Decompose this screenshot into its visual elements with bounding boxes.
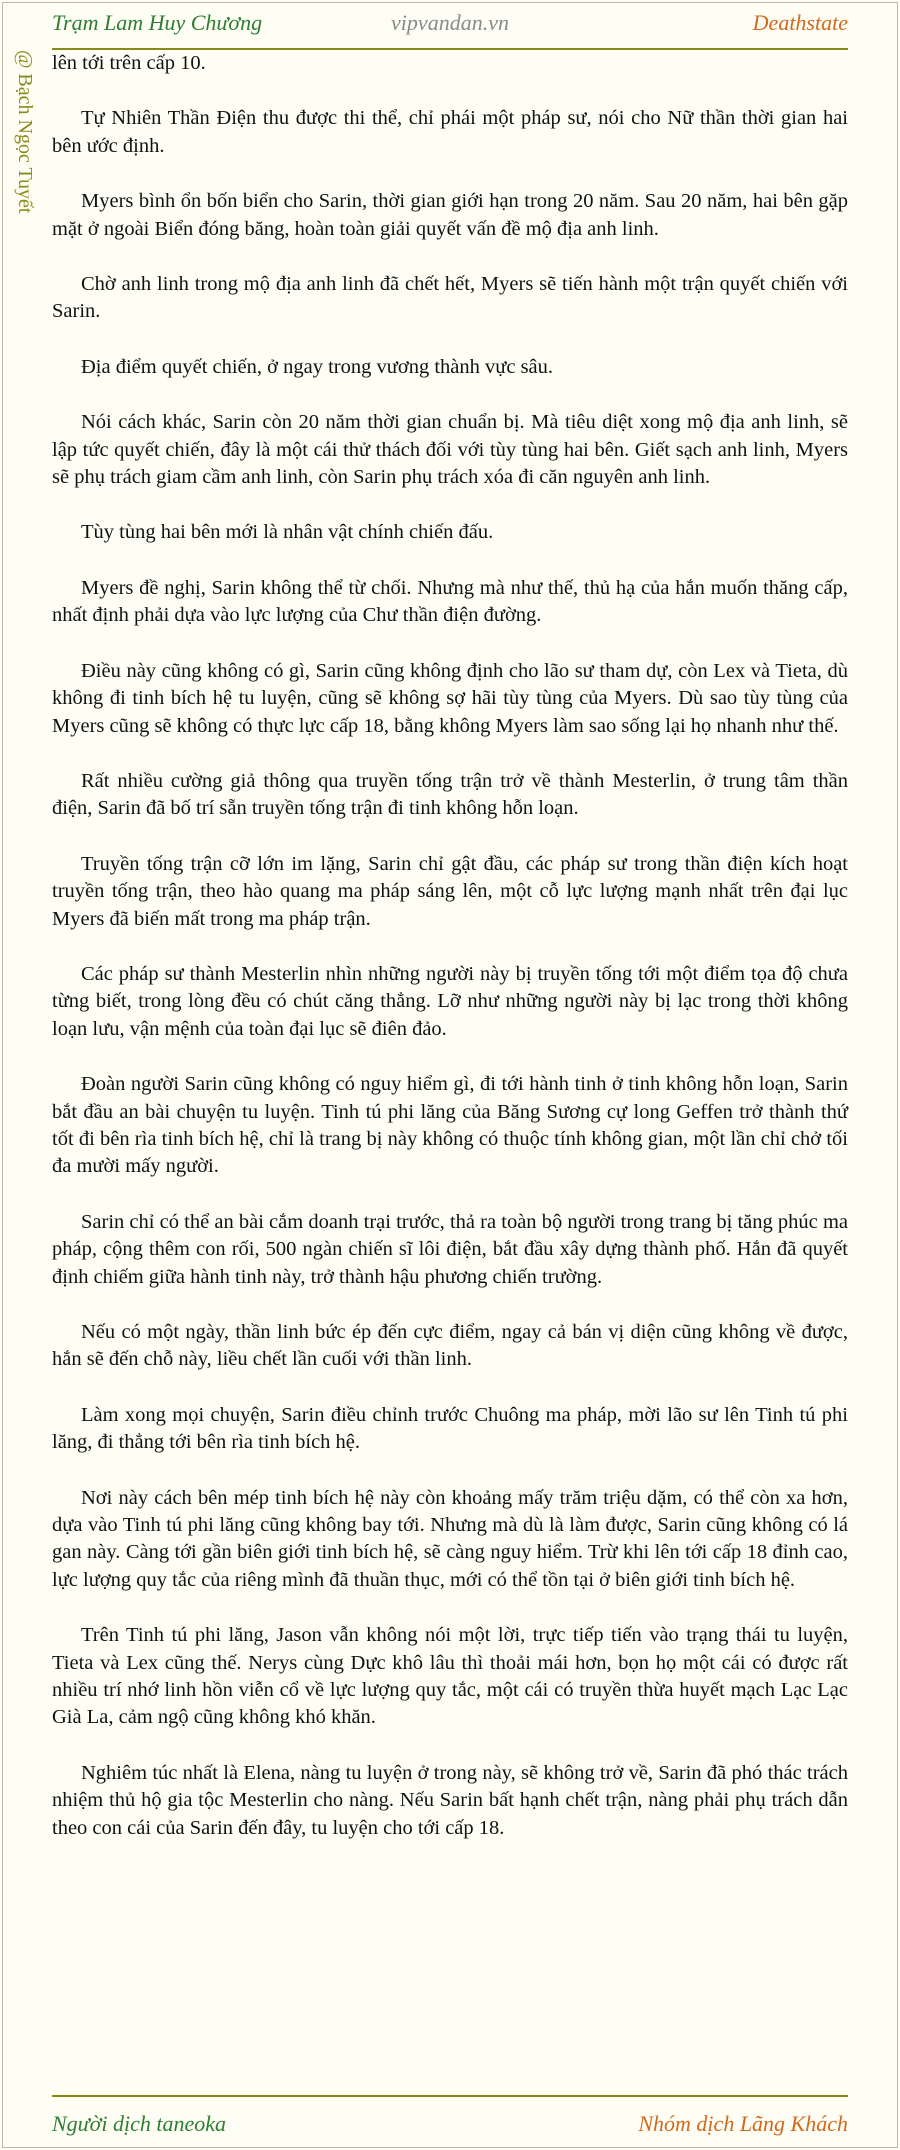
footer-group: Nhóm dịch Lãng Khách [638,2111,848,2136]
paragraph: Myers bình ổn bốn biển cho Sarin, thời gian giới hạn trong 20 năm. Sau 20 năm, hai bên gặp mặt ở ngoài Biển đóng băng, hoàn toàn giải quyết vấn đề mộ địa anh linh. [52,190,848,240]
paragraph: Tự Nhiên Thần Điện thu được thi thể, chỉ phái một pháp sư, nói cho Nữ thần thời gian hai bên ước định. [52,107,848,157]
footer-translator: Người dịch taneoka [52,2111,227,2136]
paragraph: Nơi này cách bên mép tinh bích hệ này còn khoảng mấy trăm triệu dặm, có thể còn xa hơn, dựa vào Tinh tú phi lăng cũng không bay tới. Nhưng mà dù là làm được, Sarin cũng không có lá gan này. Càng tới gần biên giới tinh bích hệ, sẽ càng nguy hiểm. Trừ khi lên tới cấp 18 đỉnh cao, lực lượng quy tắc của riêng mình đã thuần thục, mới có thể tồn tại ở biên giới tinh bích hệ. [52,1486,848,1591]
paragraph: Điều này cũng không có gì, Sarin cũng không định cho lão sư tham dự, còn Lex và Tieta, dù không đi tinh bích hệ tu luyện, cũng sẽ không sợ hãi tùy tùng của Myers. Dù sao tùy tùng của Myers cũng sẽ không có thực lực cấp 18, bằng không Myers làm sao sống lại họ nhanh như thế. [52,659,848,737]
paragraph: Rất nhiều cường giả thông qua truyền tống trận trở về thành Mesterlin, ở trung tâm thần điện, Sarin đã bố trí sẵn truyền tống trận đi tinh không hỗn loạn. [52,769,848,820]
paragraph: Nghiêm túc nhất là Elena, nàng tu luyện ở trong này, sẽ không trở về, Sarin đã phó thác trách nhiệm thủ hộ gia tộc Mesterlin cho nàng. Nếu Sarin bất hạnh chết trận, nàng phải phụ trách dẫn theo con cái của Sarin đến đây, tu luyện cho tới cấp 18. [52,1761,848,1839]
paragraph: Trên Tinh tú phi lăng, Jason vẫn không nói một lời, trực tiếp tiến vào trạng thái tu luyện, Tieta và Lex cũng thế. Nerys cùng Dực khô lâu thì thoải mái hơn, bọn họ một cái có được rất nhiều trí nhớ linh hồn viễn cổ về lực lượng quy tắc, một cái có truyền thừa huyết mạch Lạc Lạc Già La, cảm ngộ cũng không khó khăn. [52,1624,848,1729]
paragraph: Tùy tùng hai bên mới là nhân vật chính chiến đấu. [81,521,494,544]
paragraph: Đoàn người Sarin cũng không có nguy hiểm gì, đi tới hành tinh ở tinh không hỗn loạn, Sarin bắt đầu an bài chuyện tu luyện. Tinh tú phi lăng của Băng Sương cự long Geffen trở thành thứ tốt đi bên rìa tinh bích hệ, chỉ là trang bị này không có thuộc tính không gian, một lần chỉ chở tối đa mười mấy người. [52,1073,848,1178]
paragraph: Chờ anh linh trong mộ địa anh linh đã chết hết, Myers sẽ tiến hành một trận quyết chiến với Sarin. [52,273,848,323]
paragraph: Các pháp sư thành Mesterlin nhìn những người này bị truyền tống tới một điểm tọa độ chưa từng biết, trong lòng đều có chút căng thẳng. Lỡ như những người này bị lạc trong thời không loạn lưu, vận mệnh của toàn đại lục sẽ điên đảo. [52,962,848,1040]
paragraph: Myers đề nghị, Sarin không thể từ chối. Nhưng mà như thế, thủ hạ của hắn muốn thăng cấp, nhất định phải dựa vào lực lượng của Chư thần điện đường. [52,576,848,627]
paragraph: Làm xong mọi chuyện, Sarin điều chỉnh trước Chuông ma pháp, mời lão sư lên Tinh tú phi lăng, đi thẳng tới bên rìa tinh bích hệ. [52,1403,848,1454]
paragraph: Nói cách khác, Sarin còn 20 năm thời gian chuẩn bị. Mà tiêu diệt xong mộ địa anh linh, sẽ lập tức quyết chiến, đây là một cái thử thách đối với tùy tùng hai bên. Giết sạch anh linh, Myers sẽ phụ trách giam cầm anh linh, còn Sarin phụ trách xóa đi căn nguyên anh linh. [52,411,848,489]
paragraph: lên tới trên cấp 10. [52,52,206,74]
chapter-body [52,50,848,1870]
paragraph: Sarin chỉ có thể an bài cắm doanh trại trước, thả ra toàn bộ người trong trang bị tăng phúc ma pháp, cộng thêm con rối, 500 ngàn chiến sĩ lôi điện, bắt đầu xây dựng thành phố. Hắn đã quyết định chiếm giữa hành tinh này, trở thành hậu phương chiến trường. [52,1210,848,1288]
header-site-name: Trạm Lam Huy Chương [52,10,263,35]
page-footer [52,2095,848,2137]
watermark-text: @ Bạch Ngọc Tuyết [14,50,36,214]
page-header [52,0,848,50]
header-author: Deathstate [752,10,848,35]
paragraph: Nếu có một ngày, thần linh bức ép đến cực điểm, ngay cả bán vị diện cũng không về được, hắn sẽ đến chỗ này, liều chết lần cuối với thần linh. [52,1321,848,1371]
paragraph: Truyền tống trận cỡ lớn im lặng, Sarin chỉ gật đầu, các pháp sư trong thần điện kích hoạt truyền tống trận, theo hào quang ma pháp sáng lên, một cỗ lực lượng mạnh nhất trên đại lục Myers đã biến mất trong ma pháp trận. [52,852,848,930]
side-watermark [8,50,42,260]
paragraph: Địa điểm quyết chiến, ở ngay trong vương thành vực sâu. [81,355,554,378]
header-site-url: vipvandan.vn [391,10,509,35]
